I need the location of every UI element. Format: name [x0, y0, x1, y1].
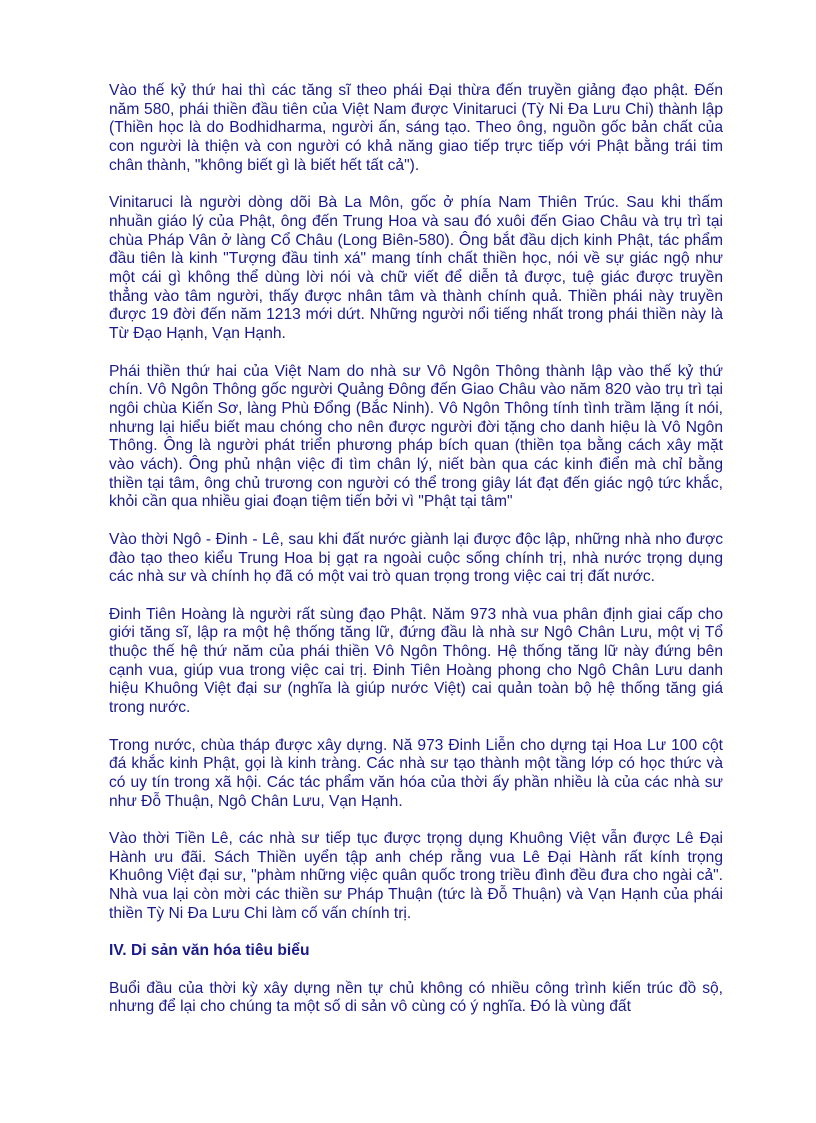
paragraph-mahayana-intro: Vào thế kỷ thứ hai thì các tăng sĩ theo phái Đại thừa đến truyền giảng đạo phật. Đến năm 580, phái thiền đầu tiên của Việt Nam được Vinitaruci (Tỳ Ni Đa Lưu Chi) thành lập (Thiền học là do Bodhidharma, người ấn, sáng tạo. Theo ông, nguồn gốc bản chất của con người là thiện và con người có khả năng giao tiếp trực tiếp với Phật bằng trái tim chân thành, "không biết gì là biết hết tất cả").: [109, 82, 723, 174]
document-page: [109, 82, 723, 1017]
section-heading: IV. Di sản văn hóa tiêu biểu: [109, 942, 310, 960]
paragraph-vo-ngon-thong: Phái thiền thứ hai của Việt Nam do nhà sư Vô Ngôn Thông thành lập vào thế kỷ thứ chín. Vô Ngôn Thông gốc người Quảng Đông đến Giao Châu vào năm 820 vào trụ trì tại ngôi chùa Kiến Sơ, làng Phù Đổng (Bắc Ninh). Vô Ngôn Thông tính tình trầm lặng ít nói, nhưng lại hiểu biết mau chóng cho nên được người đời tặng cho danh hiệu là Vô Ngôn Thông. Ông là người phát triển phương pháp bích quan (thiền tọa bằng cách xây mặt vào vách). Ông phủ nhận việc đi tìm chân lý, niết bàn qua các kinh điển mà chỉ bằng thiền tại tâm, ông chủ trương con người có thể trong giây lát đạt đến giác ngộ tức khắc, khỏi cần qua nhiều giai đoạn tiệm tiến bởi vì "Phật tại tâm": [109, 362, 723, 511]
paragraph-dinh-tien-hoang: Đinh Tiên Hoàng là người rất sùng đạo Phật. Năm 973 nhà vua phân định giai cấp cho giới tăng sĩ, lập ra một hệ thống tăng lữ, đứng đầu là nhà sư Ngô Chân Lưu, một vị Tổ thuộc thế hệ thứ năm của phái thiền Vô Ngôn Thông. Hệ thống tăng lữ này đứng bên cạnh vua, giúp vua trong việc cai trị. Đinh Tiên Hoàng phong cho Ngô Chân Lưu danh hiệu Khuông Việt đại sư (nghĩa là giúp nước Việt) cai quản toàn bộ hệ thống tăng giá trong nước.: [109, 605, 723, 717]
paragraph-pagodas: Trong nước, chùa tháp được xây dựng. Nă 973 Đinh Liễn cho dựng tại Hoa Lư 100 cột đá khắc kinh Phật, gọi là kinh tràng. Các nhà sư tạo thành một tầng lớp có học thức và có uy tín trong xã hội. Các tác phẩm văn hóa của thời ấy phần nhiều là của các nhà sư như Đỗ Thuận, Ngô Chân Lưu, Vạn Hạnh.: [109, 736, 723, 810]
paragraph-tien-le: Vào thời Tiền Lê, các nhà sư tiếp tục được trọng dụng Khuông Việt vẫn được Lê Đại Hành ưu đãi. Sách Thiền uyển tập anh chép rằng vua Lê Đại Hành rất kính trọng Khuông Việt đại sư, "phàm những việc quân quốc trong triều đình đều đưa cho ngài cả". Nhà vua lại còn mời các thiền sư Pháp Thuận (tức là Đỗ Thuận) và Vạn Hạnh của phái thiền Tỳ Ni Đa Lưu Chi làm cố vấn chính trị.: [109, 830, 723, 922]
paragraph-ngo-dinh-le: Vào thời Ngô - Đinh - Lê, sau khi đất nước giành lại được độc lập, những nhà nho được đào tạo theo kiểu Trung Hoa bị gạt ra ngoài cuộc sống chính trị, nhà nước trọng dụng các nhà sư và chính họ đã có một vai trò quan trọng trong việc cai trị đất nước.: [109, 530, 723, 586]
paragraph-vinitaruci: Vinitaruci là người dòng dõi Bà La Môn, gốc ở phía Nam Thiên Trúc. Sau khi thấm nhuần giáo lý của Phật, ông đến Trung Hoa và sau đó xuôi đến Giao Châu và trụ trì tại chùa Pháp Vân ở làng Cổ Châu (Long Biên-580). Ông bắt đầu dịch kinh Phật, tác phẩm đầu tiên là kinh "Tượng đầu tinh xá" mang tính chất thiền học, nói về sự giác ngộ như một cái gì không thể dùng lời nói và chữ viết để diễn tả được, tuệ giác được truyền thẳng vào tâm người, thấy được nhân tâm và thành chính quả. Thiền phái này truyền được 19 đời đến năm 1213 mới dứt. Những người nổi tiếng nhất trong phái thiền này là Từ Đạo Hạnh, Vạn Hạnh.: [109, 194, 723, 343]
paragraph-heritage: Buổi đầu của thời kỳ xây dựng nền tự chủ không có nhiều công trình kiến trúc đồ sộ, nhưng để lại cho chúng ta một số di sản vô cùng có ý nghĩa. Đó là vùng đất: [109, 979, 723, 1016]
